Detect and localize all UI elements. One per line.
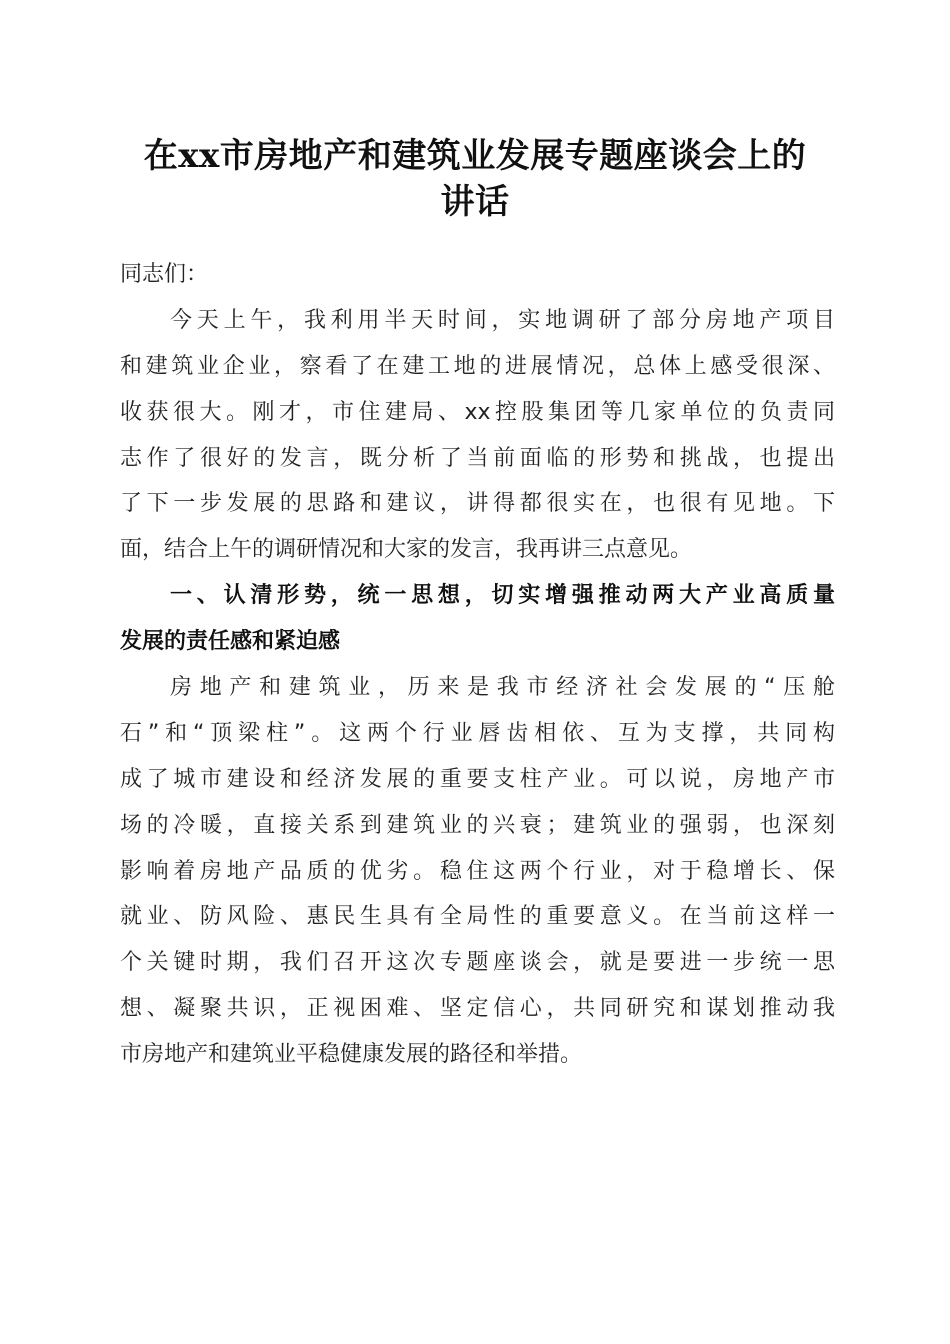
document-body [120,252,835,1078]
text-line: 房地产和建筑业，历来是我市经济社会发展的“压舱 [170,675,835,701]
salutation: 同志们： [120,262,209,287]
heading-line: 一、认清形势，统一思想，切实增强推动两大产业高质量 [170,583,835,609]
text-line: 就业、防风险、惠民生具有全局性的重要意义。在当前这样一 [120,904,835,930]
text-line: 市房地产和建筑业平稳健康发展的路径和举措。 [120,1042,583,1068]
text-line: 今天上午，我利用半天时间，实地调研了部分房地产项目 [170,307,835,333]
text-line: 影响着房地产品质的优劣。稳住这两个行业，对于稳增长、保 [120,858,835,884]
text-line: 了下一步发展的思路和建议，讲得都很实在，也很有见地。下 [120,491,835,517]
text-line: 石”和“顶梁柱”。这两个行业唇齿相依、互为支撑，共同构 [120,720,835,746]
text-line: 想、凝聚共识，正视困难、坚定信心，共同研究和谋划推动我 [120,996,835,1022]
section-heading-1 [120,573,835,665]
text-line: 志作了很好的发言，既分析了当前面临的形势和挑战，也提出 [120,445,835,471]
title-line: 在xx市房地产和建筑业发展专题座谈会上的 [143,136,807,176]
text-line: 和建筑业企业，察看了在建工地的进展情况，总体上感受很深、 [120,353,835,379]
paragraph-section-1 [120,665,835,1078]
title-line: 讲话 [440,182,510,222]
text-line: 收获很大。刚才，市住建局、xx控股集团等几家单位的负责同 [120,399,835,425]
heading-line: 发展的责任感和紧迫感 [120,629,341,655]
text-line: 个关键时期，我们召开这次专题座谈会，就是要进一步统一思 [120,950,835,976]
text-line: 场的冷暖，直接关系到建筑业的兴衰；建筑业的强弱，也深刻 [120,812,835,838]
text-line: 面，结合上午的调研情况和大家的发言，我再讲三点意见。 [120,537,693,563]
document-title [100,133,850,225]
paragraph-intro [120,298,835,573]
text-line: 成了城市建设和经济发展的重要支柱产业。可以说，房地产市 [120,766,835,792]
